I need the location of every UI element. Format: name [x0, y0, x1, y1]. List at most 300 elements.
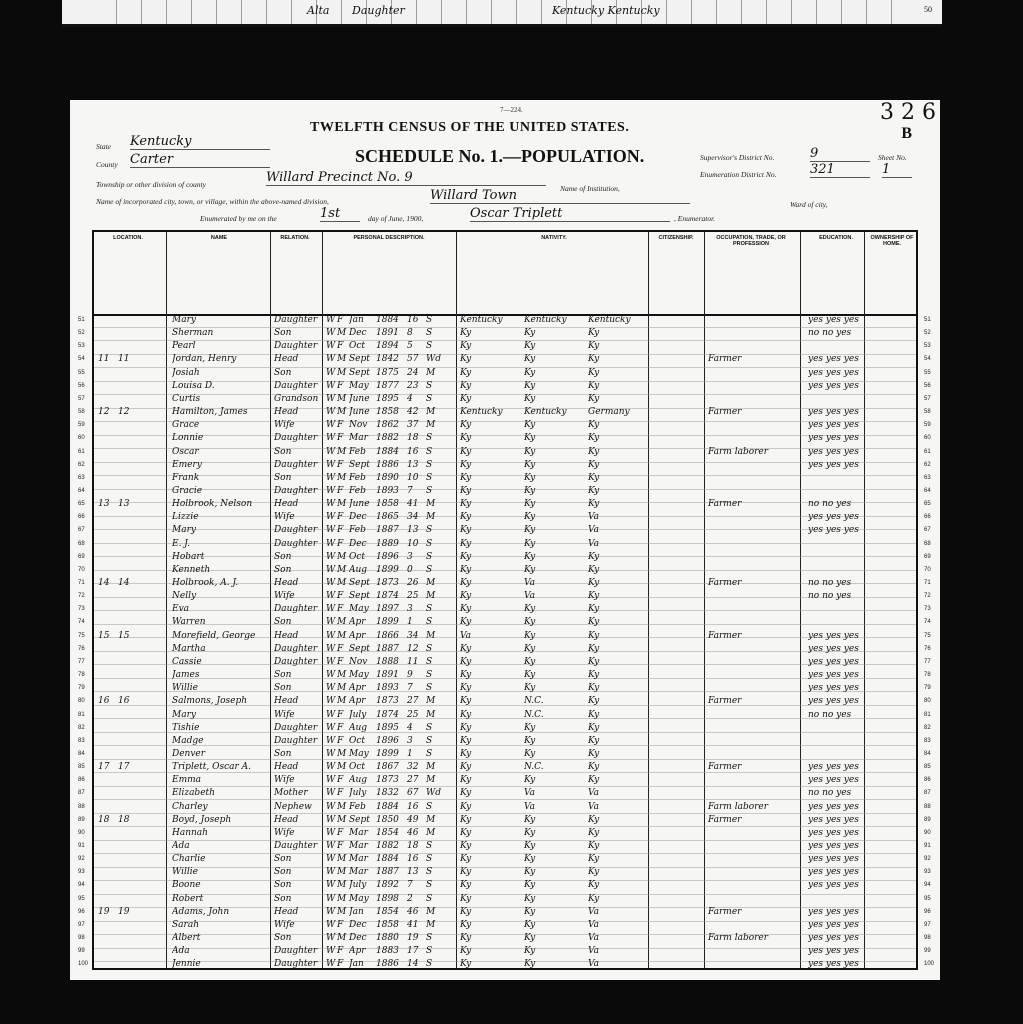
cell-race: W — [326, 328, 336, 339]
cell-age: 42 — [407, 407, 419, 418]
cell-b1: Ky — [460, 499, 472, 510]
cell-rel: Head — [274, 499, 299, 510]
cell-edu: no no yes — [808, 499, 852, 510]
cell-sex: M — [337, 748, 347, 759]
line-number: 65 — [78, 501, 85, 508]
cell-b1: Ky — [460, 933, 472, 944]
line-number: 70 — [78, 566, 85, 573]
cell-year: 1891 — [376, 670, 399, 681]
cell-rel: Wife — [274, 420, 295, 431]
table-row — [78, 393, 931, 407]
cell-race: W — [326, 512, 336, 523]
institution-label: Name of Institution, — [560, 184, 620, 193]
cell-name: Mary — [172, 709, 196, 720]
line-number: 74 — [924, 619, 931, 626]
line-number: 58 — [78, 409, 85, 416]
cell-year: 1898 — [376, 893, 399, 904]
line-number: 54 — [78, 356, 85, 363]
cell-ms: S — [426, 525, 433, 536]
cell-name: Pearl — [172, 341, 196, 352]
table-row — [78, 472, 931, 486]
cell-b1: Ky — [460, 591, 472, 602]
table-row — [78, 932, 931, 946]
line-number: 73 — [924, 606, 931, 613]
table-row — [78, 603, 931, 617]
cell-ms: M — [426, 407, 436, 418]
line-number: 91 — [78, 843, 85, 849]
census-title: TWELFTH CENSUS OF THE UNITED STATES. — [310, 120, 630, 135]
cell-name: Ada — [172, 946, 190, 957]
line-number: 79 — [78, 685, 85, 692]
cell-rel: Son — [274, 933, 292, 944]
cell-ms: S — [426, 380, 433, 391]
line-number: 98 — [78, 935, 85, 942]
cell-b3: Va — [588, 946, 600, 957]
table-row — [78, 787, 931, 801]
state-value: Kentucky — [130, 134, 270, 150]
cell-fam: 11 — [118, 354, 130, 365]
cell-edu: yes yes yes — [808, 380, 859, 391]
cell-year: 1892 — [376, 880, 399, 891]
cell-age: 19 — [407, 933, 419, 944]
cell-occ: Farmer — [708, 906, 742, 917]
cell-name: Mary — [172, 315, 196, 325]
cell-b1: Ky — [460, 367, 472, 378]
cell-age: 1 — [407, 617, 413, 628]
cell-age: 25 — [407, 709, 419, 720]
cell-month: Sept — [349, 459, 370, 470]
cell-b1: Ky — [460, 472, 472, 483]
cell-year: 1884 — [376, 446, 399, 457]
cell-rel: Head — [274, 578, 299, 588]
table-row — [78, 314, 931, 328]
line-number: 80 — [78, 698, 85, 705]
line-number: 92 — [924, 856, 931, 863]
table-row — [78, 695, 931, 709]
cell-b2: Ky — [524, 841, 536, 851]
cell-sex: F — [337, 788, 344, 799]
cell-ms: M — [426, 827, 436, 838]
line-number: 59 — [924, 422, 931, 429]
cell-b3: Ky — [588, 643, 600, 654]
table-row — [78, 906, 931, 920]
line-number: 99 — [78, 948, 85, 955]
cell-sex: M — [337, 328, 347, 339]
cell-race: W — [326, 367, 336, 378]
cell-month: Feb — [349, 525, 366, 536]
col-group-relation: RELATION. — [280, 235, 310, 241]
cell-month: Feb — [349, 485, 366, 496]
cell-race: W — [326, 315, 336, 325]
line-number: 63 — [78, 474, 85, 481]
cell-race: W — [326, 683, 336, 694]
cell-b1: Ky — [460, 393, 472, 404]
cell-b3: Ky — [588, 748, 600, 759]
cell-ms: M — [426, 499, 436, 510]
cell-race: W — [326, 880, 336, 891]
cell-race: W — [326, 670, 336, 681]
cell-b2: Ky — [524, 933, 536, 944]
cell-name: Jennie — [172, 959, 201, 970]
supervisor-value: 9 — [810, 146, 870, 162]
cell-edu: yes yes yes — [808, 630, 859, 641]
incorporated-value: Willard Town — [430, 188, 690, 204]
cell-b1: Ky — [460, 420, 472, 431]
incorporated-label: Name of incorporated city, town, or village, within the above-named division, — [96, 197, 329, 206]
cell-b3: Ky — [588, 446, 600, 457]
line-number: 97 — [924, 921, 931, 928]
enumerator-label: , Enumerator. — [674, 214, 716, 223]
cell-name: Holbrook, A. J. — [172, 578, 239, 588]
table-row — [78, 511, 931, 525]
cell-b3: Va — [588, 538, 600, 549]
cell-ms: S — [426, 841, 433, 851]
cell-name: Emma — [172, 775, 202, 786]
cell-rel: Daughter — [274, 341, 318, 352]
cell-name: Albert — [172, 933, 201, 944]
cell-race: W — [326, 472, 336, 483]
cell-occ: Farmer — [708, 499, 742, 510]
cell-b3: Germany — [588, 407, 630, 418]
line-number: 82 — [924, 724, 931, 731]
cell-name: Grace — [172, 420, 200, 431]
cell-rel: Wife — [274, 775, 295, 786]
cell-year: 1895 — [376, 393, 399, 404]
cell-year: 1893 — [376, 683, 399, 694]
cell-edu: no no yes — [808, 328, 852, 339]
cell-b2: Ky — [524, 893, 536, 904]
cell-rel: Daughter — [274, 656, 318, 667]
cell-age: 4 — [407, 722, 413, 733]
table-row — [78, 774, 931, 788]
cell-edu: yes yes yes — [808, 841, 859, 851]
cell-age: 41 — [407, 919, 419, 930]
cell-b2: Ky — [524, 867, 536, 878]
line-number: 56 — [924, 382, 931, 389]
cell-rel: Grandson — [274, 393, 319, 404]
cell-edu: yes yes yes — [808, 854, 859, 865]
cell-b1: Ky — [460, 512, 472, 523]
cell-b3: Ky — [588, 551, 600, 562]
cell-b3: Ky — [588, 827, 600, 838]
table-row — [78, 577, 931, 591]
cell-year: 1899 — [376, 564, 399, 575]
col-group-location: LOCATION. — [113, 235, 143, 241]
cell-year: 1858 — [376, 919, 399, 930]
cell-ms: S — [426, 315, 433, 325]
cell-sex: F — [337, 709, 344, 720]
table-row — [78, 866, 931, 880]
cell-name: Cassie — [172, 656, 202, 667]
col-group-ownership: OWNERSHIP OF HOME. — [870, 235, 914, 247]
cell-ms: M — [426, 367, 436, 378]
line-number: 86 — [924, 777, 931, 784]
cell-b3: Ky — [588, 880, 600, 891]
cell-month: Aug — [349, 775, 368, 786]
previous-sheet-strip — [62, 0, 942, 27]
cell-ms: M — [426, 420, 436, 431]
cell-age: 7 — [407, 683, 413, 694]
cell-ms: S — [426, 683, 433, 694]
cell-ms: S — [426, 656, 433, 667]
cell-year: 1854 — [376, 827, 399, 838]
cell-b1: Ky — [460, 670, 472, 681]
cell-sex: M — [337, 762, 347, 773]
table-row — [78, 827, 931, 841]
cell-age: 18 — [407, 433, 419, 444]
cell-month: May — [349, 893, 369, 904]
cell-year: 1842 — [376, 354, 399, 365]
cell-age: 46 — [407, 906, 419, 917]
cell-b2: Ky — [524, 735, 536, 746]
cell-name: Tishie — [172, 722, 200, 733]
cell-ms: Wd — [426, 354, 442, 365]
cell-name: Emery — [172, 459, 202, 470]
cell-sex: M — [337, 696, 347, 707]
line-number: 84 — [78, 750, 85, 757]
cell-month: July — [349, 880, 367, 891]
cell-rel: Son — [274, 854, 292, 865]
cell-age: 10 — [407, 472, 419, 483]
cell-ms: S — [426, 867, 433, 878]
cell-age: 16 — [407, 854, 419, 865]
cell-year: 1866 — [376, 630, 399, 641]
cell-b2: Va — [524, 801, 536, 812]
cell-month: June — [349, 407, 370, 418]
cell-ms: M — [426, 591, 436, 602]
cell-rel: Daughter — [274, 643, 318, 654]
table-row — [78, 682, 931, 696]
cell-b2: Ky — [524, 814, 536, 825]
cell-age: 27 — [407, 775, 419, 786]
cell-b1: Ky — [460, 814, 472, 825]
cell-rel: Head — [274, 762, 299, 773]
cell-b2: Ky — [524, 367, 536, 378]
cell-fam: 19 — [118, 906, 130, 917]
cell-race: W — [326, 604, 336, 615]
cell-sex: M — [337, 801, 347, 812]
cell-b1: Ky — [460, 683, 472, 694]
cell-race: W — [326, 380, 336, 391]
cell-occ: Farmer — [708, 578, 742, 588]
cell-month: Sept — [349, 643, 370, 654]
line-number: 87 — [924, 790, 931, 797]
cell-age: 16 — [407, 446, 419, 457]
cell-year: 1886 — [376, 459, 399, 470]
cell-age: 11 — [407, 656, 419, 667]
cell-b1: Ky — [460, 762, 472, 773]
cell-dw: 18 — [98, 814, 110, 825]
cell-rel: Son — [274, 446, 292, 457]
cell-b3: Va — [588, 906, 600, 917]
table-row — [78, 669, 931, 683]
line-number: 64 — [924, 487, 931, 494]
cell-b3: Ky — [588, 578, 600, 588]
line-number: 61 — [924, 448, 931, 455]
line-number: 79 — [924, 685, 931, 692]
cell-year: 1873 — [376, 578, 399, 588]
cell-name: Morefield, George — [172, 630, 256, 641]
cell-age: 17 — [407, 946, 419, 957]
cell-year: 1862 — [376, 420, 399, 431]
cell-edu: yes yes yes — [808, 959, 859, 970]
table-row — [78, 814, 931, 828]
line-number: 94 — [78, 882, 85, 889]
cell-name: Elizabeth — [172, 788, 215, 799]
cell-name: Martha — [172, 643, 206, 654]
cell-sex: F — [337, 591, 344, 602]
cell-age: 1 — [407, 748, 413, 759]
table-row — [78, 446, 931, 460]
col-group-name: NAME — [210, 235, 228, 241]
township-value: Willard Precinct No. 9 — [266, 170, 546, 186]
cell-ms: S — [426, 459, 433, 470]
cell-race: W — [326, 841, 336, 851]
cell-name: Denver — [172, 748, 206, 759]
col-group-occupation: OCCUPATION, TRADE, OR PROFESSION — [716, 235, 786, 247]
cell-age: 16 — [407, 801, 419, 812]
cell-month: June — [349, 393, 370, 404]
cell-b2: Ky — [524, 354, 536, 365]
cell-occ: Farm laborer — [708, 446, 769, 457]
cell-b2: Ky — [524, 946, 536, 957]
table-row — [78, 419, 931, 433]
cell-b1: Ky — [460, 564, 472, 575]
cell-dw: 16 — [98, 696, 110, 707]
line-number: 66 — [78, 514, 85, 521]
cell-month: Dec — [349, 512, 367, 523]
cell-sex: M — [337, 854, 347, 865]
cell-name: Josiah — [172, 367, 200, 378]
sheet-value: 1 — [882, 162, 912, 178]
cell-ms: S — [426, 670, 433, 681]
table-row — [78, 919, 931, 933]
cell-age: 41 — [407, 499, 419, 510]
cell-age: 34 — [407, 630, 419, 641]
line-number: 71 — [78, 580, 85, 586]
cell-rel: Daughter — [274, 722, 318, 733]
line-number: 67 — [924, 527, 931, 534]
table-row — [78, 340, 931, 354]
cell-race: W — [326, 446, 336, 457]
cell-year: 1880 — [376, 933, 399, 944]
cell-b1: Ky — [460, 722, 472, 733]
cell-year: 1832 — [376, 788, 399, 799]
cell-b3: Ky — [588, 814, 600, 825]
cell-race: W — [326, 933, 336, 944]
cell-ms: S — [426, 959, 433, 970]
cell-ms: S — [426, 880, 433, 891]
cell-month: Feb — [349, 801, 366, 812]
cell-age: 24 — [407, 367, 419, 378]
cell-b1: Ky — [460, 656, 472, 667]
cell-edu: yes yes yes — [808, 433, 859, 444]
cell-b2: Ky — [524, 341, 536, 352]
cell-month: Oct — [349, 762, 366, 773]
cell-race: W — [326, 827, 336, 838]
table-row — [78, 538, 931, 552]
cell-edu: yes yes yes — [808, 670, 859, 681]
cell-ms: M — [426, 709, 436, 720]
sheet-label: Sheet No. — [878, 153, 907, 162]
table-row — [78, 564, 931, 578]
line-number: 88 — [78, 803, 85, 810]
cell-race: W — [326, 735, 336, 746]
line-number: 85 — [78, 764, 85, 771]
cell-year: 1887 — [376, 643, 399, 654]
cell-b1: Ky — [460, 893, 472, 904]
cell-month: Dec — [349, 328, 367, 339]
table-row — [78, 722, 931, 736]
cell-age: 4 — [407, 393, 413, 404]
cell-b1: Ky — [460, 643, 472, 654]
cell-b1: Ky — [460, 906, 472, 917]
table-row — [78, 748, 931, 762]
cell-name: Charley — [172, 801, 208, 812]
cell-month: Sept — [349, 367, 370, 378]
cell-age: 12 — [407, 643, 419, 654]
cell-b1: Ky — [460, 788, 472, 799]
table-row — [78, 853, 931, 867]
cell-b1: Ky — [460, 696, 472, 707]
cell-ms: S — [426, 393, 433, 404]
cell-race: W — [326, 420, 336, 431]
cell-rel: Daughter — [274, 735, 318, 746]
line-number: 75 — [924, 632, 931, 639]
col-group-education: EDUCATION. — [819, 235, 853, 241]
line-number: 57 — [924, 395, 931, 402]
cell-sex: F — [337, 827, 344, 838]
cell-year: 1873 — [376, 696, 399, 707]
line-number: 59 — [78, 422, 85, 429]
line-number: 72 — [78, 593, 85, 600]
cell-month: Dec — [349, 933, 367, 944]
cell-b2: Ky — [524, 604, 536, 615]
cell-b3: Ky — [588, 656, 600, 667]
cell-ms: S — [426, 748, 433, 759]
cell-year: 1867 — [376, 762, 399, 773]
cell-sex: M — [337, 867, 347, 878]
cell-race: W — [326, 538, 336, 549]
cell-b3: Ky — [588, 459, 600, 470]
cell-b3: Va — [588, 788, 600, 799]
line-number: 61 — [78, 448, 85, 455]
cell-b3: Ky — [588, 367, 600, 378]
schedule-title: SCHEDULE No. 1.—POPULATION. — [355, 146, 645, 166]
cell-b1: Ky — [460, 433, 472, 444]
cell-name: Robert — [172, 893, 204, 904]
cell-year: 1891 — [376, 328, 399, 339]
cell-ms: S — [426, 604, 433, 615]
cell-edu: yes yes yes — [808, 354, 859, 365]
cell-race: W — [326, 801, 336, 812]
cell-b2: Ky — [524, 617, 536, 628]
line-number: 70 — [924, 566, 931, 573]
cell-sex: M — [337, 880, 347, 891]
cell-month: Jan — [349, 315, 364, 325]
cell-ms: S — [426, 643, 433, 654]
cell-b2: N.C. — [524, 762, 544, 773]
cell-name: James — [172, 670, 200, 681]
cell-occ: Farmer — [708, 762, 742, 773]
cell-occ: Farmer — [708, 696, 742, 707]
cell-occ: Farmer — [708, 354, 742, 365]
cell-year: 1896 — [376, 735, 399, 746]
cell-b1: Ky — [460, 854, 472, 865]
cell-b1: Ky — [460, 735, 472, 746]
line-number: 83 — [924, 737, 931, 744]
line-number: 68 — [78, 540, 85, 547]
